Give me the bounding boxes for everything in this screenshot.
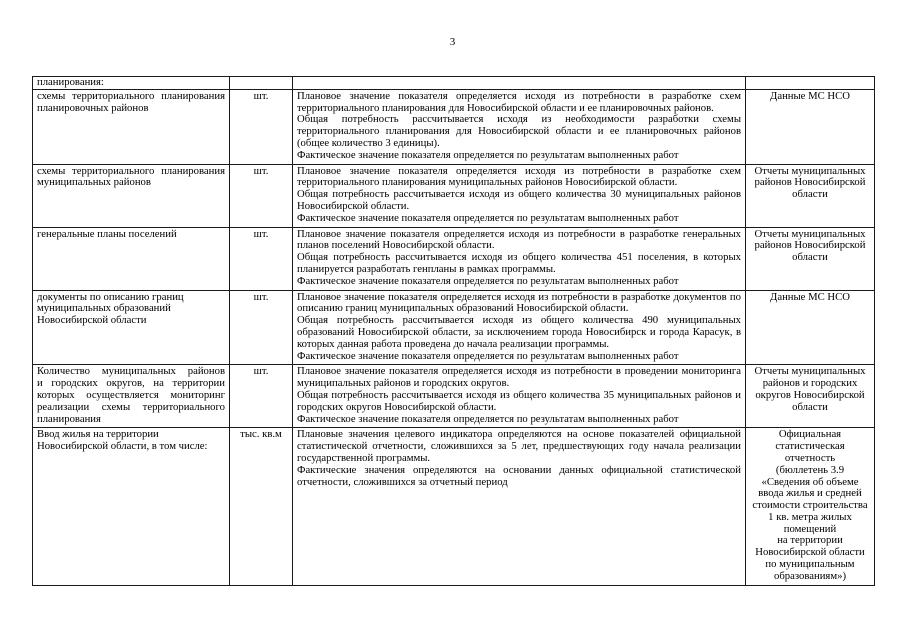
unit-cell [230, 77, 293, 90]
indicator-name-line: муниципальных районов [37, 176, 151, 189]
source-line: Официальная [778, 428, 842, 441]
indicator-name-line: планировочных районов [37, 101, 149, 114]
table-row [33, 365, 875, 428]
description-paragraph: Плановые значения целевого индикатора определяются на основе показателей официальной статистической отчетности, сложившихся за 5 лет, предшествующих году начала реализации государственной программы. [297, 428, 741, 464]
unit-cell [230, 290, 293, 365]
table-row [33, 428, 875, 585]
page-number: 3 [449, 36, 456, 48]
indicator-name-line: и городских округов, на территории [37, 377, 225, 390]
description-paragraph: Фактическое значение показателя определяется по результатам выполненных работ [297, 349, 679, 362]
description-paragraph: Фактическое значение показателя определяется по результатам выполненных работ [297, 412, 679, 425]
description-paragraph: Плановое значение показателя определяется исходя из потребности в разработке схем территориального планирования муниципальных районов Новосибирской области. [297, 164, 741, 189]
indicator-name-line: Новосибирской области, в том числе: [37, 440, 208, 453]
unit-label: шт. [253, 227, 269, 240]
source-line: Новосибирской области [755, 546, 865, 559]
source-line: по муниципальным [765, 558, 855, 571]
indicator-name-cell [33, 428, 230, 585]
unit-cell [230, 164, 293, 227]
source-line: ввода жилья и средней [758, 487, 862, 500]
description-paragraph: Общая потребность рассчитывается исходя из общего количества 490 муниципальных образований Новосибирской области, за исключением города Новосибирск и города Карасук, в которых данная работа проведена до начала реализации программы. [297, 314, 741, 350]
unit-cell [230, 89, 293, 164]
description-paragraph: Общая потребность рассчитывается исходя из общего количества 30 муниципальных районов Новосибирской области. [297, 188, 741, 212]
description-cell [293, 77, 746, 90]
source-line: округов Новосибирской [755, 388, 865, 401]
source-cell [746, 290, 875, 365]
description-paragraph: Фактическое значение показателя определяется по результатам выполненных работ [297, 211, 679, 224]
source-line: статистическая [775, 440, 845, 453]
source-line: области [792, 400, 828, 413]
indicator-name-cell [33, 290, 230, 365]
description-paragraph: Общая потребность рассчитывается исходя из общего количества 35 муниципальных районов и городских округов Новосибирской области. [297, 388, 741, 413]
source-line: районов Новосибирской [754, 239, 866, 252]
source-line: на территории [777, 534, 843, 547]
description-cell [293, 428, 746, 585]
description-cell [293, 290, 746, 365]
description-paragraph: Плановое значение показателя определяется исходя из потребности в разработке документов по описанию границ муниципальных образований Новосибирской области. [297, 290, 741, 315]
unit-label: шт. [253, 290, 269, 303]
unit-cell [230, 365, 293, 428]
source-line: образованиям») [773, 569, 847, 582]
source-line: области [792, 188, 828, 201]
source-cell [746, 365, 875, 428]
description-cell [293, 365, 746, 428]
indicator-name-cell [33, 77, 230, 90]
unit-cell [230, 428, 293, 585]
table-row [33, 227, 875, 290]
table-row [33, 77, 875, 90]
source-line: районов Новосибирской [754, 176, 866, 189]
description-paragraph: Плановое значение показателя определяется исходя из потребности в разработке схем территориального планирования для Новосибирской области и ее планировочных районов. [297, 89, 741, 114]
source-line: области [792, 251, 828, 264]
source-line: районов и городских [762, 377, 858, 390]
table-row [33, 89, 875, 164]
source-cell [746, 77, 875, 90]
indicator-name-line: планирования [37, 412, 101, 425]
description-cell [293, 89, 746, 164]
indicator-name-line: Ввод жилья на территории [37, 428, 159, 441]
source-line: Отчеты муниципальных [754, 365, 866, 378]
source-cell [746, 89, 875, 164]
table-row [33, 164, 875, 227]
unit-cell [230, 227, 293, 290]
indicator-name-cell [33, 164, 230, 227]
source-line: Отчеты муниципальных [754, 164, 866, 177]
source-cell [746, 227, 875, 290]
indicator-name-cell [33, 89, 230, 164]
description-paragraph: Фактическое значение показателя определяется по результатам выполненных работ [297, 274, 679, 287]
indicator-name-line: документы по описанию границ [37, 290, 184, 303]
source-cell [746, 428, 875, 585]
unit-label: шт. [253, 89, 269, 102]
indicator-name-line: реализации схемы территориального [37, 400, 225, 413]
description-cell [293, 227, 746, 290]
indicator-name-cell [33, 227, 230, 290]
indicator-name-line: Новосибирской области [37, 314, 147, 327]
indicator-name-cell [33, 365, 230, 428]
source-line: «Сведения об объеме [761, 475, 859, 488]
indicator-name-line: схемы территориального планирования [37, 164, 225, 177]
description-cell [293, 164, 746, 227]
indicator-name-line: Количество муниципальных районов [37, 365, 225, 378]
unit-label: шт. [253, 164, 269, 177]
source-line: отчетность [784, 451, 836, 464]
source-line: стоимости строительства [752, 499, 868, 512]
description-paragraph: Фактические значения определяются на основании данных официальной статистической отчетности, сложившихся за отчетный период [297, 463, 741, 488]
description-paragraph: Фактическое значение показателя определяется по результатам выполненных работ [297, 148, 679, 161]
description-paragraph: Плановое значение показателя определяется исходя из потребности в проведении мониторинга муниципальных районов и городских округов. [297, 365, 741, 390]
source-line: Данные МС НСО [770, 290, 850, 303]
source-cell [746, 164, 875, 227]
description-paragraph: Общая потребность рассчитывается исходя из общего количества 451 поселения, в которых планируется разработать генпланы в рамках программы. [297, 251, 741, 275]
indicators-table [32, 76, 875, 586]
indicator-name-line: генеральные планы поселений [37, 227, 177, 240]
indicator-name-line: планирования: [37, 76, 104, 88]
table-row [33, 290, 875, 365]
source-line: помещений [783, 522, 837, 535]
unit-label: тыс. кв.м [240, 428, 282, 441]
source-line: Данные МС НСО [770, 89, 850, 102]
description-paragraph: Общая потребность рассчитывается исходя из необходимости разработки схемы территориального планирования для Новосибирской области и ее планировочных районов (общее количество 3 единицы). [297, 113, 741, 149]
description-paragraph: Плановое значение показателя определяется исходя из потребности в разработке генеральных планов поселений Новосибирской области. [297, 227, 741, 252]
indicator-name-line: схемы территориального планирования [37, 89, 225, 102]
source-line: Отчеты муниципальных [754, 227, 866, 240]
source-line: (бюллетень 3.9 [775, 463, 845, 476]
indicator-name-line: которых осуществляется мониторинг [37, 388, 225, 401]
source-line: 1 кв. метра жилых [768, 510, 852, 523]
unit-label: шт. [253, 365, 269, 378]
indicator-name-line: муниципальных образований [37, 302, 171, 315]
